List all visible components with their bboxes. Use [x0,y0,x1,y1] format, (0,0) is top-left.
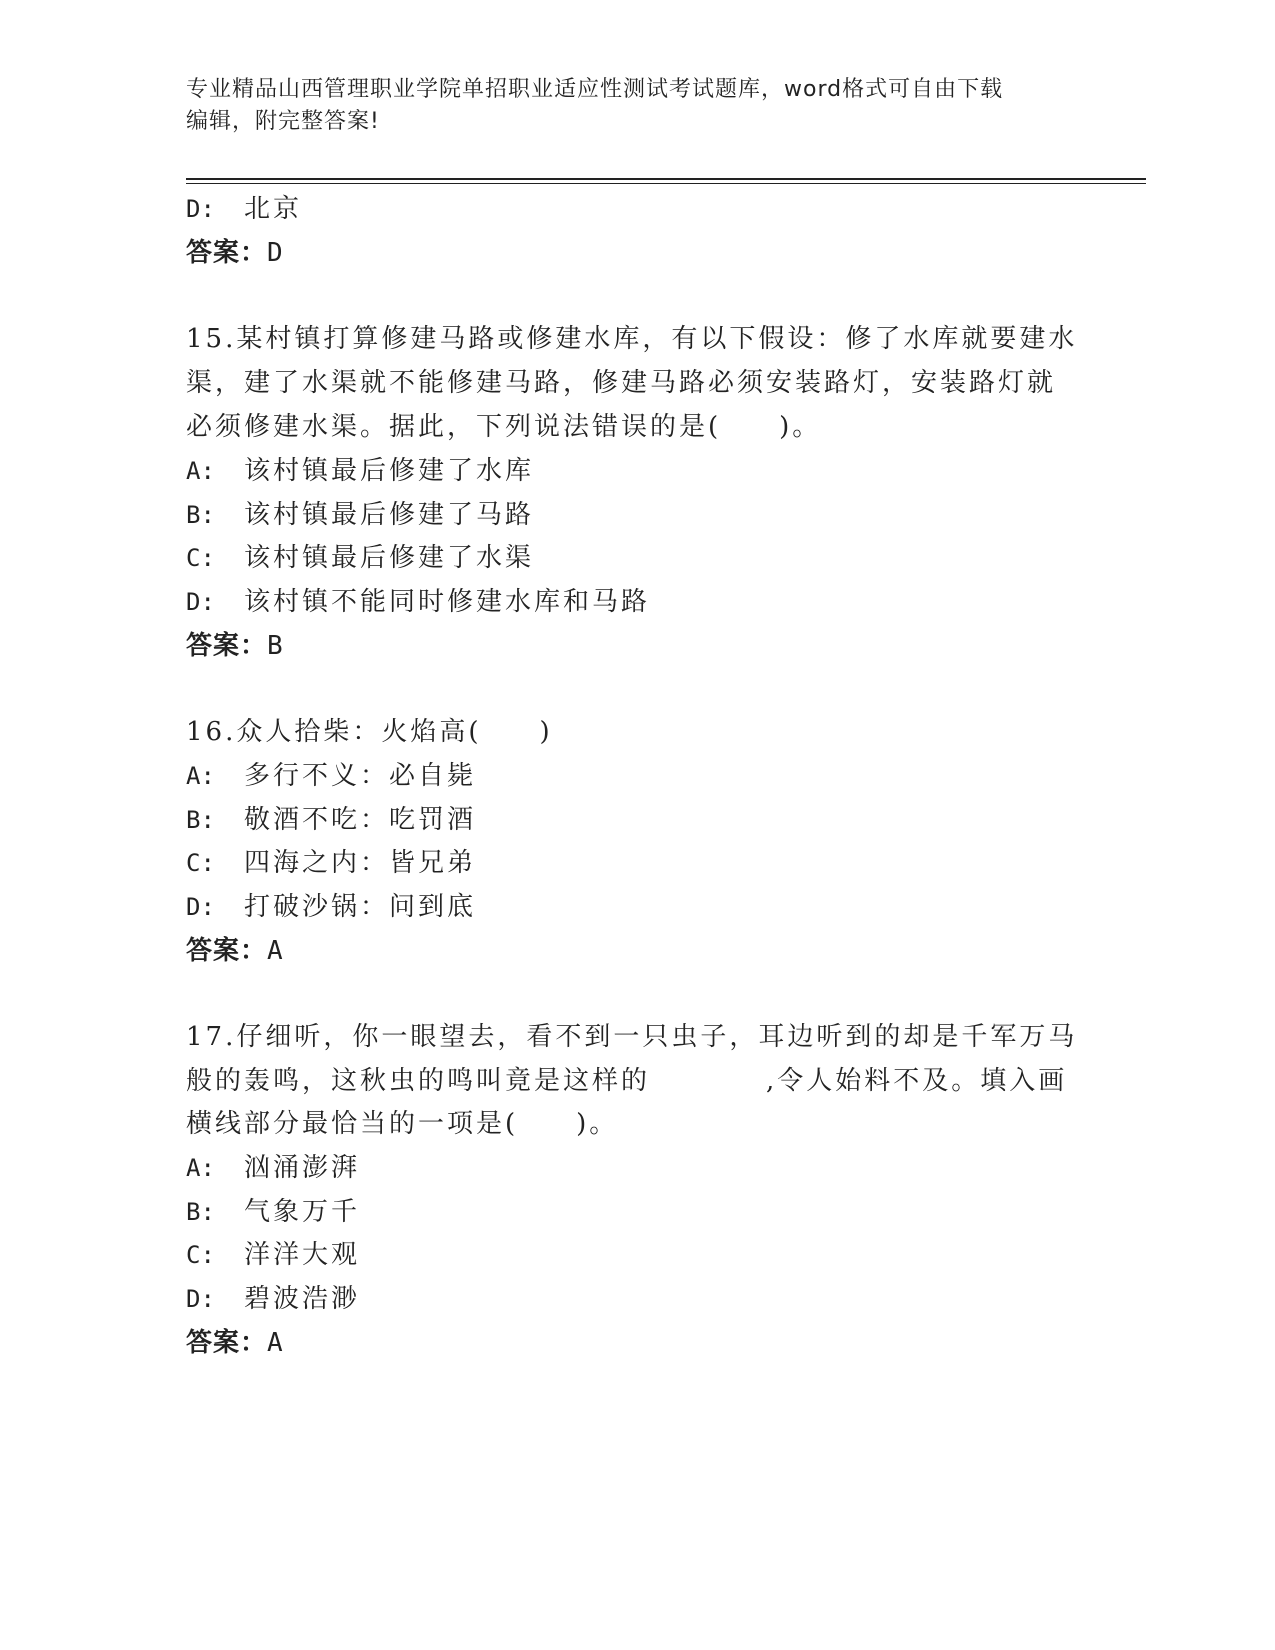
prev-answer [186,230,284,276]
q17-option-a [186,1145,360,1191]
q17-option-c [186,1232,360,1278]
option-text: 该村镇最后修建了马路 [244,500,535,530]
option-text: 该村镇不能同时修建水库和马路 [244,587,651,617]
option-text: 打破沙锅：问到底 [244,892,477,922]
q16-option-c [186,840,476,886]
option-letter: D: [186,893,215,921]
q16-option-d [186,884,476,930]
q15-option-b [186,492,534,538]
q15-option-a [186,448,534,494]
option-letter: B: [186,1198,215,1226]
q16-option-b [186,797,476,843]
option-letter: B: [186,806,215,834]
q16-answer [186,928,284,974]
q15-option-c [186,535,534,581]
q17-answer [186,1320,284,1366]
option-text: 洋洋大观 [244,1240,361,1270]
q16-option-a [186,753,476,799]
q15-option-d [186,579,650,625]
option-text: 四海之内：皆兄弟 [244,848,477,878]
q17-option-d [186,1276,360,1322]
answer-label: 答案： [186,238,268,268]
q15-answer [186,623,284,669]
document-header [186,74,1086,138]
option-letter: A: [186,1154,215,1182]
q15-stem-line-1: 15.某村镇打算修建马路或修建水库，有以下假设：修了水库就要建水 [186,324,1078,354]
option-letter: A: [186,762,215,790]
option-text: 北京 [244,194,303,224]
header-line-1: 专业精品山西管理职业学院单招职业适应性测试考试题库，word格式可自由下载 [186,77,1004,102]
q17-stem-line-3: 横线部分最恰当的一项是( )。 [186,1109,619,1139]
q16-stem-line-1: 16.众人拾柴：火焰高( ) [186,717,553,747]
answer-value: B [267,631,284,661]
option-letter: D: [186,1285,215,1313]
header-line-2: 编辑，附完整答案! [186,109,380,134]
option-letter: D: [186,588,215,616]
option-text: 多行不义：必自毙 [244,761,477,791]
header-divider-thick [186,178,1146,180]
answer-value: A [267,936,284,966]
q17-option-b [186,1189,360,1235]
answer-value: D [267,238,284,268]
option-letter: A: [186,457,215,485]
prev-option-d [186,186,302,232]
answer-label: 答案： [186,1328,268,1358]
q17-stem-line-1: 17.仔细听，你一眼望去，看不到一只虫子，耳边听到的却是千军万马 [186,1022,1078,1052]
header-divider-thin [186,183,1146,184]
answer-label: 答案： [186,631,268,661]
option-text: 碧波浩渺 [244,1284,361,1314]
option-letter: B: [186,501,215,529]
option-text: 该村镇最后修建了水渠 [244,543,535,573]
answer-label: 答案： [186,936,268,966]
q15-stem-line-3: 必须修建水渠。据此，下列说法错误的是( )。 [186,412,822,442]
option-letter: C: [186,544,215,572]
option-text: 该村镇最后修建了水库 [244,456,535,486]
option-text: 气象万千 [244,1197,361,1227]
q17-stem-line-2: 般的轰鸣，这秋虫的鸣叫竟是这样的 ,令人始料不及。填入画 [186,1066,1068,1096]
q15-stem-line-2: 渠，建了水渠就不能修建马路，修建马路必须安装路灯，安装路灯就 [186,368,1057,398]
option-letter: C: [186,1241,215,1269]
option-letter: D: [186,195,215,223]
option-text: 敬酒不吃：吃罚酒 [244,805,477,835]
option-text: 汹涌澎湃 [244,1153,361,1183]
answer-value: A [267,1328,284,1358]
option-letter: C: [186,849,215,877]
